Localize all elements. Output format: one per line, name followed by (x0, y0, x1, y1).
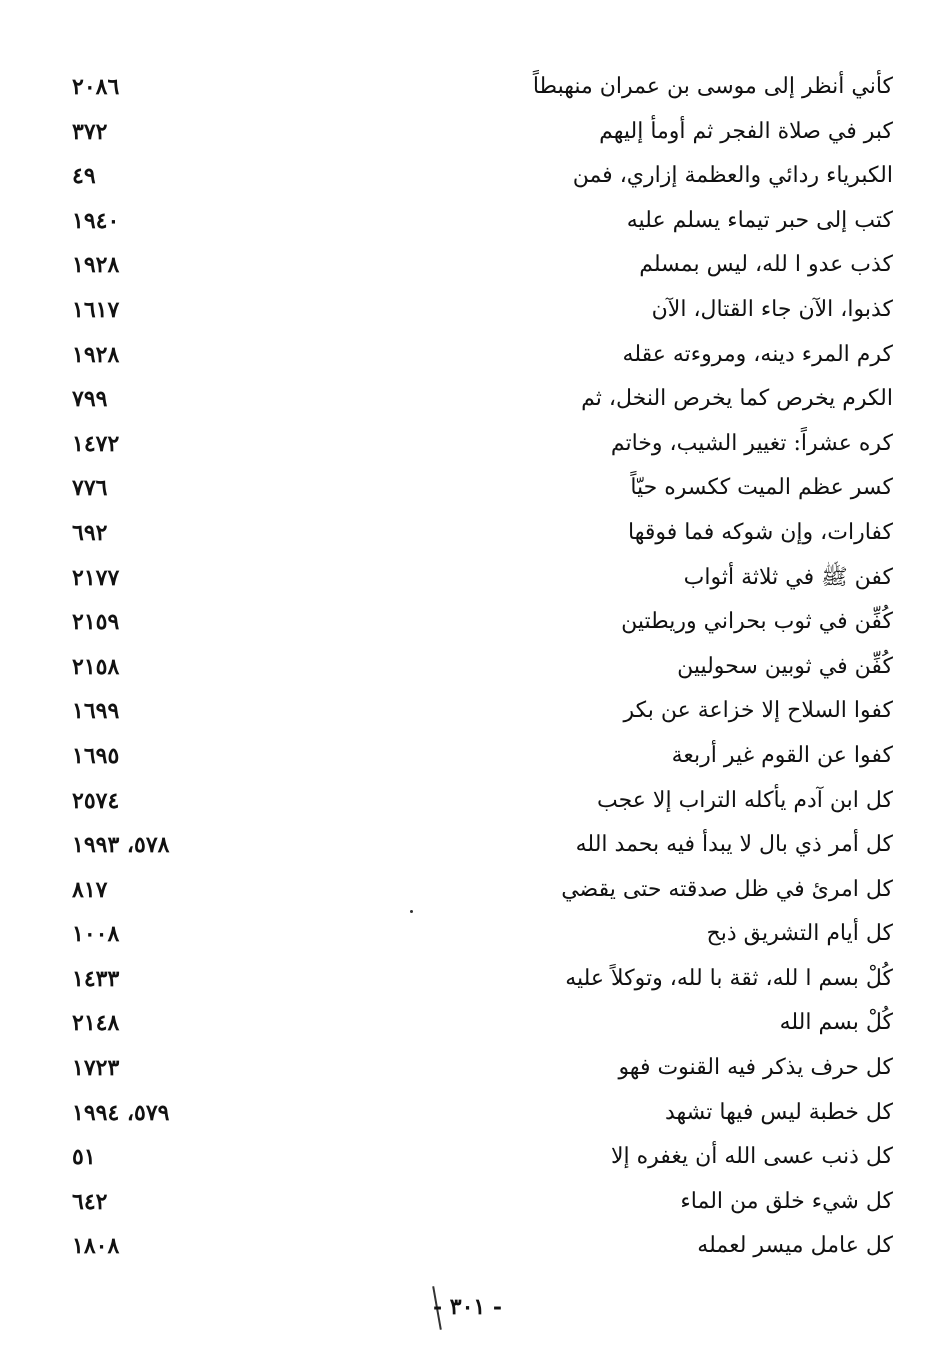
hadith-text: كذبوا، الآن جاء القتال، الآن (651, 296, 893, 322)
hadith-number: ٢٥٧٤ (72, 787, 120, 814)
index-row (60, 646, 895, 691)
hadith-number: ١٠٠٨ (72, 921, 120, 948)
index-row (60, 289, 895, 334)
hadith-number: ٥٧٨، ١٩٩٣ (72, 832, 170, 859)
index-row (60, 1136, 895, 1181)
index-row (60, 467, 895, 512)
index-row (60, 557, 895, 602)
hadith-number: ١٤٧٢ (72, 430, 120, 457)
hadith-number: ٨١٧ (72, 876, 108, 903)
hadith-number: ٥١ (72, 1144, 96, 1171)
hadith-text: كأني أنظر إلى موسى بن عمران منهبطاً (532, 74, 893, 99)
index-row (60, 735, 895, 780)
index-row (60, 1092, 895, 1137)
hadith-text: كل ذنب عسى الله أن يغفره إلا (610, 1144, 893, 1170)
hadith-number: ٣٧٢ (72, 118, 108, 145)
hadith-text: كفارات، وإن شوكه فما فوقها (628, 519, 893, 545)
index-row (60, 334, 895, 379)
index-row (60, 869, 895, 914)
hadith-number: ١٩٤٠ (72, 207, 120, 234)
hadith-number: ١٦١٧ (72, 296, 120, 323)
index-row (60, 66, 895, 111)
hadith-text: الكبرياء ردائي والعظمة إزاري، فمن (572, 163, 893, 189)
hadith-number: ٢١٤٨ (72, 1010, 120, 1037)
hadith-number: ٢٠٨٦ (72, 74, 120, 100)
hadith-number: ١٩٢٨ (72, 252, 120, 279)
index-row (60, 423, 895, 468)
hadith-text: كُفِّن في ثوب بحراني وريطتين (621, 609, 893, 635)
hadith-text: كل أيام التشريق ذبح (706, 921, 893, 947)
hadith-text: كبر في صلاة الفجر ثم أومأ إليهم (599, 118, 893, 144)
hadith-number: ٤٩ (72, 163, 96, 190)
hadith-number: ٢١٥٩ (72, 609, 120, 636)
hadith-number: ٦٤٢ (72, 1188, 108, 1215)
hadith-number: ١٩٢٨ (72, 341, 120, 368)
hadith-text: كرم المرء دينه، ومروءته عقله (622, 341, 893, 367)
hadith-number: ٧٧٦ (72, 475, 108, 502)
hadith-text: كذب عدو ا لله، ليس بمسلم (639, 252, 893, 278)
hadith-text: كره عشراً: تغيير الشيب، وخاتم (610, 430, 893, 456)
index-row (60, 512, 895, 557)
index-list (60, 66, 895, 1270)
index-row (60, 111, 895, 156)
hadith-text: الكرم يخرص كما يخرص النخل، ثم (581, 386, 893, 412)
hadith-text: كفن ﷺ في ثلاثة أثواب (683, 564, 893, 590)
index-row (60, 244, 895, 289)
hadith-text: كفوا السلاح إلا خزاعة عن بكر (623, 698, 893, 724)
hadith-text: كفوا عن القوم غير أربعة (671, 742, 893, 768)
hadith-text: كُلْ بسم الله (779, 1010, 893, 1036)
hadith-number: ٧٩٩ (72, 386, 108, 413)
stray-dot (410, 910, 413, 913)
hadith-text: كسر عظم الميت ككسره حيّاً (630, 475, 893, 501)
index-row (60, 1047, 895, 1092)
index-row (60, 824, 895, 869)
hadith-number: ١٨٠٨ (72, 1233, 120, 1260)
hadith-text: كل أمر ذي بال لا يبدأ فيه بحمد الله (575, 832, 893, 858)
hadith-number: ٦٩٢ (72, 519, 108, 546)
hadith-text: كُفِّن في ثوبين سحوليين (677, 653, 893, 679)
hadith-number: ٢١٥٨ (72, 653, 120, 680)
index-row (60, 690, 895, 735)
hadith-text: كل حرف يذكر فيه القنوت فهو (618, 1055, 893, 1081)
index-row (60, 1181, 895, 1226)
page-number: - ٣٠١ - (432, 1294, 503, 1320)
hadith-text: كل شيء خلق من الماء (680, 1188, 893, 1214)
hadith-number: ١٦٩٩ (72, 698, 120, 725)
index-row (60, 200, 895, 245)
index-row (60, 958, 895, 1003)
index-row (60, 913, 895, 958)
index-row (60, 1225, 895, 1270)
hadith-number: ١٤٣٣ (72, 965, 120, 992)
index-row (60, 780, 895, 825)
hadith-text: كل خطبة ليس فيها تشهد (664, 1099, 893, 1125)
index-row (60, 1002, 895, 1047)
hadith-number: ١٧٢٣ (72, 1055, 120, 1082)
hadith-text: كتب إلى حبر تيماء يسلم عليه (626, 207, 893, 233)
index-row (60, 378, 895, 423)
hadith-text: كُلْ بسم ا لله، ثقة با لله، وتوكلاً عليه (565, 965, 893, 991)
index-row (60, 155, 895, 200)
index-row (60, 601, 895, 646)
hadith-text: كل عامل ميسر لعمله (697, 1233, 893, 1259)
hadith-text: كل امرئ في ظل صدقته حتى يقضي (561, 876, 893, 902)
hadith-number: ١٦٩٥ (72, 742, 120, 769)
hadith-number: ٥٧٩، ١٩٩٤ (72, 1099, 170, 1126)
hadith-number: ٢١٧٧ (72, 564, 120, 591)
hadith-text: كل ابن آدم يأكله التراب إلا عجب (597, 787, 893, 813)
